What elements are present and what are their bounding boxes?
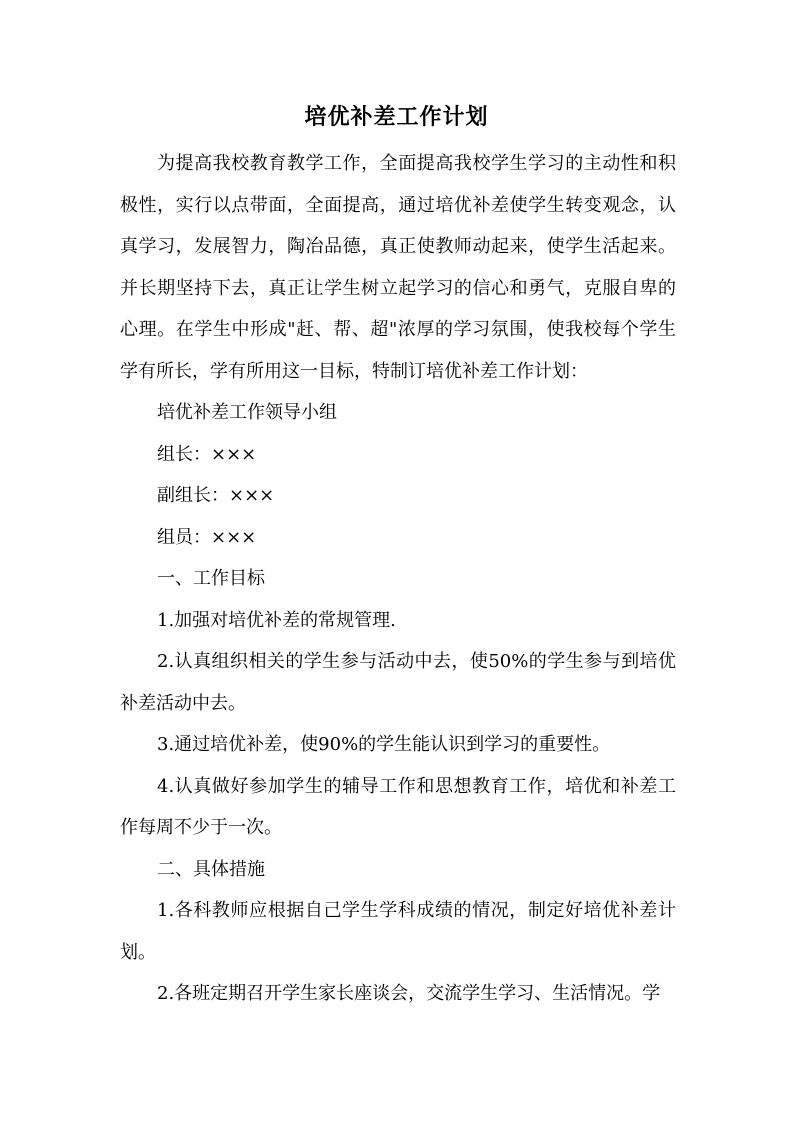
goal-item-2: 2.认真组织相关的学生参与活动中去，使50%的学生参与到培优补差活动中去。 [120,651,676,714]
group-members-line: 组员：××× [157,526,257,548]
goal-item-3: 3.通过培优补差，使90%的学生能认识到学习的重要性。 [157,734,611,755]
intro-paragraph: 为提高我校教育教学工作，全面提高我校学生学习的主动性和积极性，实行以点带面，全面提高，通过培优补差使学生转变观念，认真学习，发展智力，陶冶品德，真正使教师动起来，使学生活起来。并长期坚持下去，真正让学生树立起学习的信心和勇气，克服自卑的心理。在学生中形成"赶、帮、超"浓厚的学习氛围，使我校每个学生学有所长，学有所用这一目标，特制订培优补差工作计划： [120,153,676,382]
document-title: 培优补差工作计划 [304,105,489,130]
section-heading-goals: 一、工作目标 [157,568,265,589]
measure-item-2: 2.各班定期召开学生家长座谈会，交流学生学习、生活情况。学 [157,983,661,1004]
leadership-group-heading: 培优补差工作领导小组 [157,402,337,423]
measure-item-1: 1.各科教师应根据自己学生学科成绩的情况，制定好培优补差计划。 [120,900,676,963]
section-heading-measures: 二、具体措施 [157,858,265,880]
group-leader-line: 组长：××× [157,443,257,465]
deputy-leader-line: 副组长：××× [157,485,275,506]
goal-item-1: 1.加强对培优补差的常规管理. [157,609,396,631]
document-body [120,143,676,1015]
goal-item-4: 4.认真做好参加学生的辅导工作和思想教育工作，培优和补差工作每周不少于一次。 [120,775,676,838]
